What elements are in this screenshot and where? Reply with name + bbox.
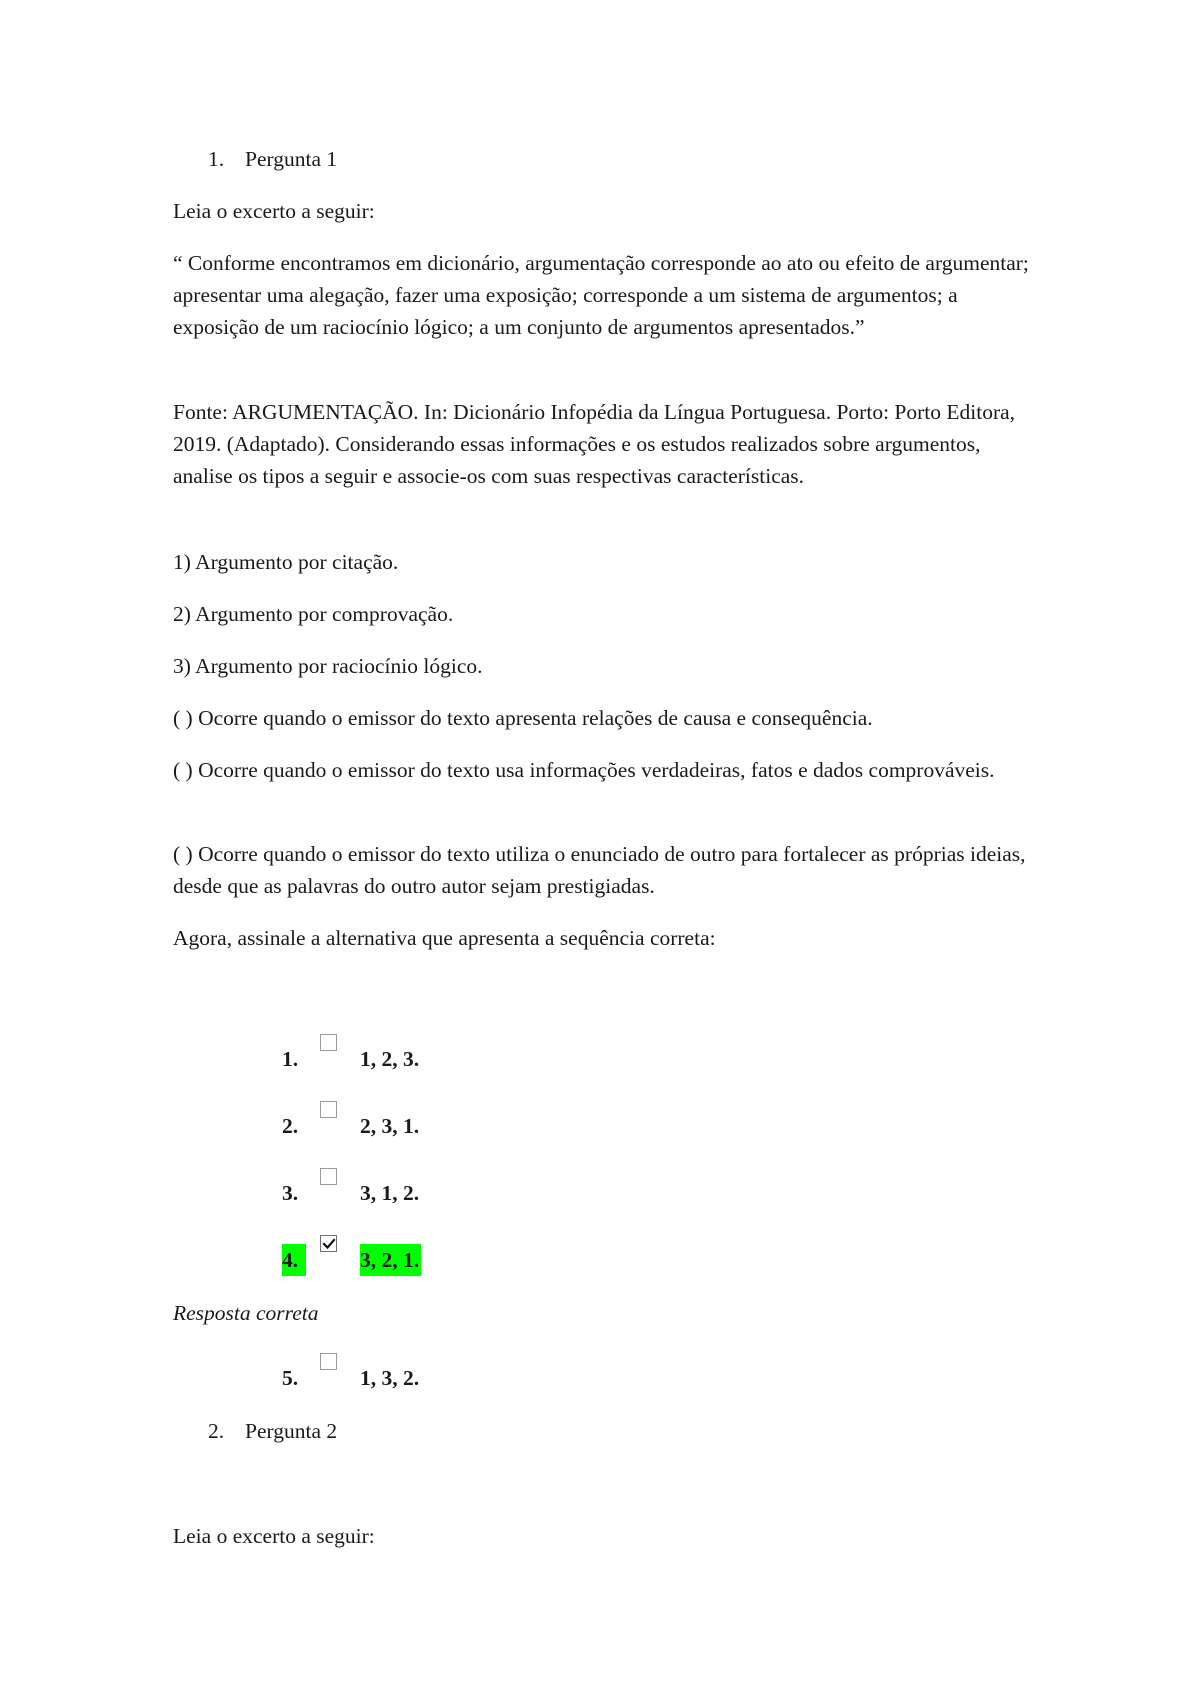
option-number: 5. xyxy=(282,1366,299,1390)
question-1-title: Pergunta 1 xyxy=(245,147,338,171)
option-checkbox[interactable] xyxy=(320,1101,337,1118)
argument-type-1: 1) Argumento por citação. xyxy=(173,550,399,574)
question-1-intro: Leia o excerto a seguir: xyxy=(173,199,375,223)
question-1-prompt: Agora, assinale a alternativa que apresenta a sequência correta: xyxy=(173,926,716,950)
statement-2: ( ) Ocorre quando o emissor do texto usa informações verdadeiras, fatos e dados comprováveis. xyxy=(173,758,995,782)
option-label: 1, 2, 3. xyxy=(360,1047,420,1071)
question-2-heading xyxy=(208,1415,337,1447)
option-number: 1. xyxy=(282,1047,299,1071)
argument-type-2: 2) Argumento por comprovação. xyxy=(173,602,454,626)
option-number: 4. xyxy=(282,1244,306,1276)
statement-3: ( ) Ocorre quando o emissor do texto utiliza o enunciado de outro para fortalecer as próprias ideias, desde que as palavras do outro autor sejam prestigiadas. xyxy=(173,842,1026,898)
option-number: 3. xyxy=(282,1181,299,1205)
question-1-source: Fonte: ARGUMENTAÇÃO. In: Dicionário Infopédia da Língua Portuguesa. Porto: Porto Editora, 2019. (Adaptado). Considerando essas informações e os estudos realizados sobre argumentos, analise os tipos a seguir e associe-os com suas respectivas características. xyxy=(173,400,1016,488)
question-1-number: 1. xyxy=(208,147,225,171)
question-1-quote: “ Conforme encontramos em dicionário, argumentação corresponde ao ato ou efeito de argumentar; apresentar uma alegação, fazer uma exposição; corresponde a um sistema de argumentos; a exposição de um raciocínio lógico; a um conjunto de argumentos apresentados.” xyxy=(173,251,1029,339)
question-2-title: Pergunta 2 xyxy=(245,1419,338,1443)
option-checkbox[interactable] xyxy=(320,1168,337,1185)
option-checkbox[interactable] xyxy=(320,1034,337,1051)
option-number: 2. xyxy=(282,1114,299,1138)
question-1-heading xyxy=(208,143,337,175)
feedback-correct-answer: Resposta correta xyxy=(173,1301,319,1325)
option-checkbox[interactable] xyxy=(320,1353,337,1370)
checkmark-icon xyxy=(322,1237,336,1251)
option-checkbox-checked[interactable] xyxy=(320,1235,337,1252)
statement-1: ( ) Ocorre quando o emissor do texto apresenta relações de causa e consequência. xyxy=(173,706,873,730)
option-label: 3, 1, 2. xyxy=(360,1181,420,1205)
option-label: 3, 2, 1. xyxy=(360,1244,421,1276)
option-label: 1, 3, 2. xyxy=(360,1366,420,1390)
question-2-intro: Leia o excerto a seguir: xyxy=(173,1524,375,1548)
question-2-number: 2. xyxy=(208,1419,225,1443)
option-label: 2, 3, 1. xyxy=(360,1114,420,1138)
argument-type-3: 3) Argumento por raciocínio lógico. xyxy=(173,654,483,678)
